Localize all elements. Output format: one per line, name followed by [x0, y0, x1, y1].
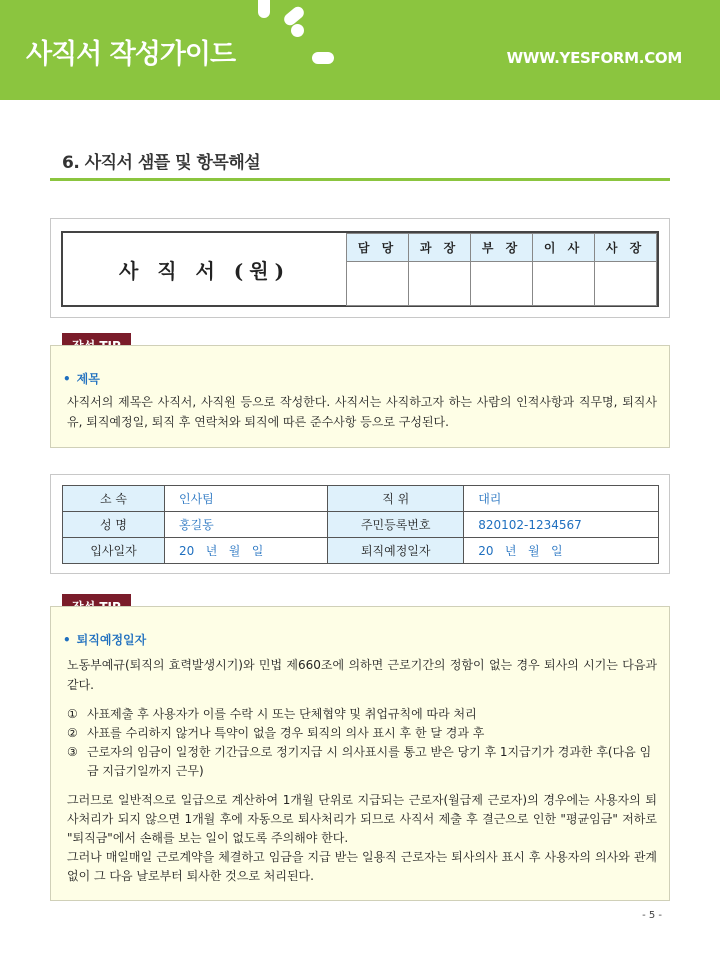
approval-sign-cell	[409, 262, 471, 306]
sample-form-frame	[61, 231, 659, 307]
approval-sign-cell	[533, 262, 595, 306]
approval-sign-cell	[595, 262, 657, 306]
approval-label: 이 사	[533, 234, 595, 262]
decoration-shape	[312, 52, 334, 64]
tip-text: 사직서의 제목은 사직서, 사직원 등으로 작성한다. 사직서는 사직하고자 하는 사람의 인적사항과 직무명, 퇴직사유, 퇴직예정일, 퇴직 후 연락처와 퇴직에 따른 준수사항 등으로 구성된다.	[67, 395, 657, 429]
list-text: 사표를 수리하지 않거나 특약이 없을 경우 퇴직의 의사 표시 후 한 달 경과 후	[87, 726, 485, 740]
tip-intro: 노동부예규(퇴직의 효력발생시기)와 민법 제660조에 의하면 근로기간의 정함이 없는 경우 퇴사의 시기는 다음과 같다.	[67, 658, 657, 692]
field-value: 20 년 월 일	[464, 538, 659, 564]
tip-box-resign-date	[50, 606, 670, 901]
approval-sign-cell	[471, 262, 533, 306]
document-title: 사 직 서 (원)	[118, 258, 291, 283]
list-number: ①	[67, 707, 78, 721]
info-form-box	[50, 474, 670, 574]
condition-list	[67, 705, 657, 781]
field-label: 소 속	[63, 486, 165, 512]
tip-paragraph: 그러나 매일매일 근로계약을 체결하고 임금을 지급 받는 일용직 근로자는 퇴사의사 표시 후 사용자의 의사와 관계없이 그 다음 날로부터 퇴사한 것으로 처리된다.	[67, 850, 657, 883]
tip-box-title	[50, 345, 670, 448]
approval-label: 담 당	[347, 234, 409, 262]
guide-title: 사직서 작성가이드	[26, 39, 236, 70]
tip-paragraph: 그러므로 일반적으로 일급으로 계산하여 1개월 단위로 지급되는 근로자(월급제 근로자)의 경우에는 사용자의 퇴사처리가 되지 않으면 1개월 후에 자동으로 퇴사처리가 되므로 사직서 제출 후 결근으로 인한 "평균임금" 저하로 "퇴직금"에서 손해를 보는 일이 없도록 주의해야 한다.	[67, 793, 657, 845]
decoration-shape	[291, 24, 304, 37]
approval-label: 사 장	[595, 234, 657, 262]
field-label: 주민등록번호	[328, 512, 464, 538]
field-value: 인사팀	[165, 486, 328, 512]
list-text: 근로자의 임금이 일정한 기간급으로 정기지급 시 의사표시를 통고 받은 당기 후 1지급기가 경과한 후(다음 임금 지급기일까지 근무)	[87, 745, 652, 778]
field-label: 입사일자	[63, 538, 165, 564]
tip-heading: • 퇴직예정일자	[63, 631, 146, 648]
page-number: - 5 -	[642, 910, 662, 921]
field-value: 홍길동	[165, 512, 328, 538]
table-row	[63, 538, 659, 564]
approval-sign-cell	[347, 262, 409, 306]
field-label: 직 위	[328, 486, 464, 512]
header-banner	[0, 0, 720, 100]
list-item	[67, 705, 657, 724]
sample-form-box	[50, 218, 670, 318]
section-title: 6. 사직서 샘플 및 항목해설	[62, 153, 261, 173]
table-row	[63, 486, 659, 512]
list-text: 사표제출 후 사용자가 이를 수락 시 또는 단체협약 및 취업규칙에 따라 처리	[87, 707, 477, 721]
field-label: 퇴직예정일자	[328, 538, 464, 564]
tip-heading: • 제목	[63, 370, 100, 387]
table-row	[63, 512, 659, 538]
site-url: WWW.YESFORM.COM	[506, 49, 682, 67]
list-item	[67, 743, 657, 781]
list-number: ②	[67, 726, 78, 740]
employee-info-table	[62, 485, 659, 564]
approval-table	[346, 233, 657, 306]
list-item	[67, 724, 657, 743]
field-value: 대리	[464, 486, 659, 512]
field-value: 820102-1234567	[464, 512, 659, 538]
decoration-shape	[258, 0, 270, 18]
approval-label: 과 장	[409, 234, 471, 262]
field-value: 20 년 월 일	[165, 538, 328, 564]
field-label: 성 명	[63, 512, 165, 538]
list-number: ③	[67, 745, 78, 759]
section-divider	[50, 178, 670, 181]
approval-label: 부 장	[471, 234, 533, 262]
